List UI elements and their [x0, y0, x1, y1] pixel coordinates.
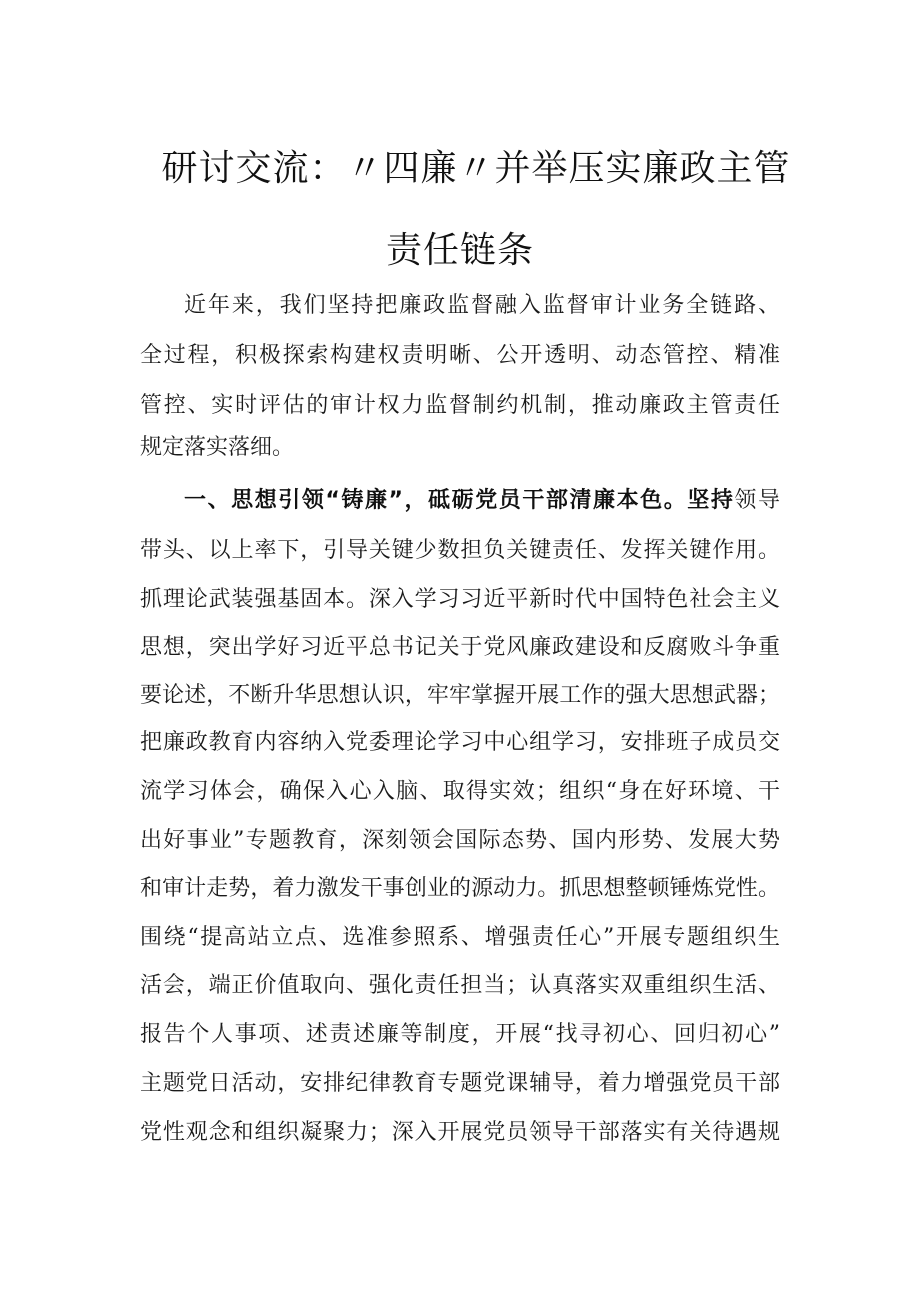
section1-line-4: 思想，突出学好习近平总书记关于党风廉政建设和反腐败斗争重: [140, 635, 780, 660]
section1-line-2: 带头、以上率下，引导关键少数担负关键责任、发挥关键作用。: [140, 538, 780, 563]
document-title-line-1: 研讨交流：〃四廉〃并举压实廉政主管: [161, 148, 791, 189]
section1-heading: 一、思想引领“铸廉”，砥砺党员干部清廉本色。坚持: [184, 488, 735, 513]
intro-line-1: 近年来，我们坚持把廉政监督融入监督审计业务全链路、: [184, 293, 780, 318]
section1-line-5: 要论述，不断升华思想认识，牢牢掌握开展工作的强大思想武器；: [140, 683, 780, 708]
section1-line-11: 活会，端正价值取向、强化责任担当；认真落实双重组织生活、: [140, 973, 780, 998]
section1-line-7: 流学习体会，确保入心入脑、取得实效；组织“身在好环境、干: [140, 779, 780, 804]
section1-heading-tail: 领导: [734, 488, 780, 513]
intro-line-3: 管控、实时评估的审计权力监督制约机制，推动廉政主管责任: [140, 393, 780, 418]
section1-line-3: 抓理论武装强基固本。深入学习习近平新时代中国特色社会主义: [140, 587, 780, 612]
intro-line-4: 规定落实落细。: [140, 435, 295, 460]
section1-line-9: 和审计走势，着力激发干事创业的源动力。抓思想整顿锤炼党性。: [140, 876, 780, 901]
section1-line-12: 报告个人事项、述责述廉等制度，开展“找寻初心、回归初心”: [140, 1022, 780, 1047]
document-title-line-2: 责任链条: [385, 230, 534, 271]
section1-line-8: 出好事业”专题教育，深刻领会国际态势、国内形势、发展大势: [140, 828, 780, 853]
section1-first-line: [184, 486, 780, 516]
section1-line-10: 围绕“提高站立点、选准参照系、增强责任心”开展专题组织生: [140, 925, 780, 950]
section1-line-14: 党性观念和组织凝聚力；深入开展党员领导干部落实有关待遇规: [140, 1120, 780, 1145]
section1-line-13: 主题党日活动，安排纪律教育专题党课辅导，着力增强党员干部: [140, 1071, 780, 1096]
section1-line-6: 把廉政教育内容纳入党委理论学习中心组学习，安排班子成员交: [140, 730, 780, 755]
intro-line-2: 全过程，积极探索构建权责明晰、公开透明、动态管控、精准: [140, 343, 780, 368]
